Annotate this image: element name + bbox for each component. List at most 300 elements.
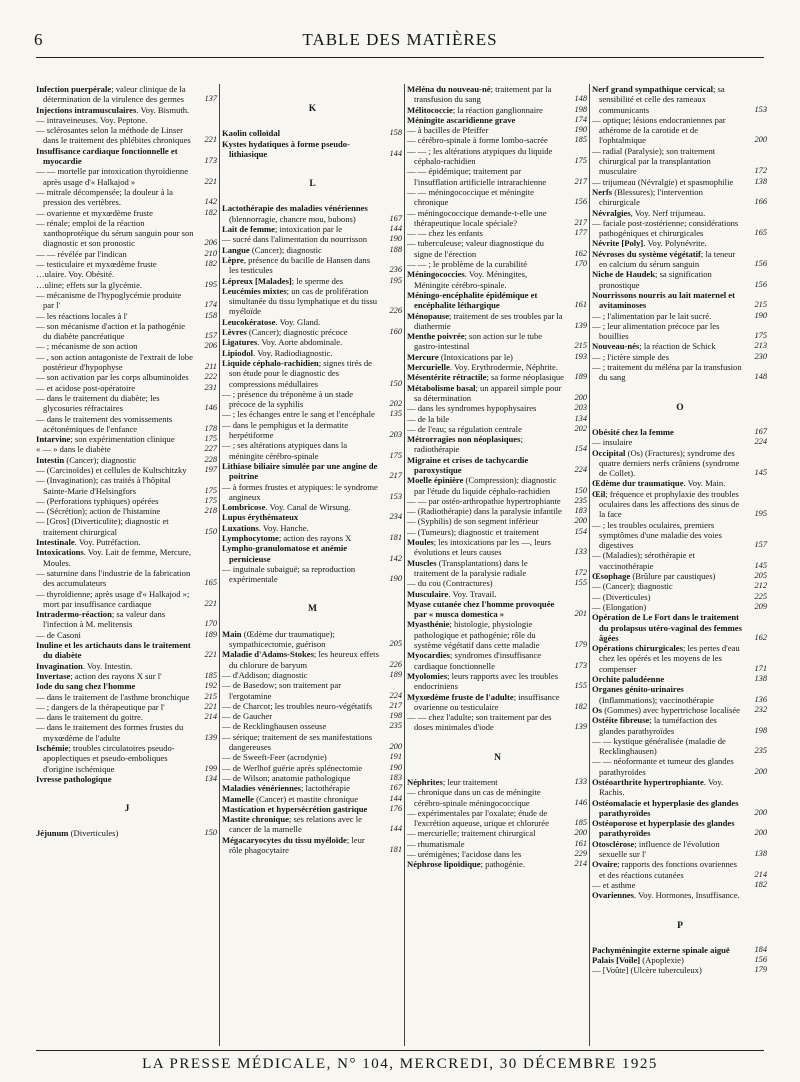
index-entry bbox=[592, 550, 768, 571]
page-reference: 146 bbox=[574, 797, 587, 807]
index-entry bbox=[222, 286, 403, 317]
index-entry bbox=[36, 465, 218, 475]
entry-text: Nouveau-nés; la réaction de Schick bbox=[592, 341, 716, 352]
index-entry bbox=[36, 722, 218, 743]
entry-text: Nourrissons nourris au lait maternel et avitaminoses bbox=[592, 289, 735, 311]
entry-text: Méningo-encéphalite épidémique et encéphalite léthargique bbox=[407, 289, 538, 311]
index-entry bbox=[222, 533, 403, 543]
entry-text: Mésentérite rétractile; sa forme néoplasique bbox=[407, 372, 564, 383]
page-reference: 172 bbox=[574, 567, 587, 577]
entry-text: Nerf grand sympathique cervical; sa sensibilité et celle des rameaux communicants bbox=[592, 84, 725, 115]
entry-text: Lithiase biliaire simulée par une angine de poitrine bbox=[222, 460, 378, 482]
index-entry bbox=[592, 311, 768, 321]
page-reference: 161 bbox=[574, 838, 587, 848]
entry-text: Névralgies, Voy. Nerf trijumeau. bbox=[592, 207, 706, 218]
entry-text: Lèpre, présence du bacille de Hansen dans les testicules bbox=[222, 254, 371, 276]
index-column-1 bbox=[36, 84, 218, 1054]
entry-text: — (Cancer); diagnostic bbox=[592, 581, 673, 592]
entry-text: Kystes hydatiques à forme pseudo-lithiasique bbox=[222, 138, 350, 159]
entry-text: Mélitococcie; la réaction ganglionnaire bbox=[407, 104, 543, 115]
page-reference: 190 bbox=[754, 310, 767, 320]
index-entry bbox=[592, 612, 768, 643]
page-reference: 177 bbox=[574, 228, 587, 238]
page-reference: 185 bbox=[204, 670, 217, 680]
index-entry bbox=[222, 409, 403, 419]
entry-text: — de Casoni bbox=[36, 629, 81, 640]
index-entry bbox=[592, 448, 768, 479]
page-reference: 155 bbox=[574, 681, 587, 691]
index-entry bbox=[36, 115, 218, 125]
entry-text: — intraveineuses. Voy. Peptone. bbox=[36, 114, 148, 125]
entry-text: — ; présence du tréponème à un stade précoce de la syphilis bbox=[222, 388, 354, 410]
index-entry bbox=[592, 839, 768, 860]
index-entry bbox=[36, 475, 218, 496]
entry-text: Intarvine; son expérimentation clinique bbox=[36, 434, 175, 445]
entry-text: Liquide céphalo-rachidien; signes tirés de son étude pour le diagnostic des compressions médullaires bbox=[222, 357, 372, 389]
index-entry bbox=[407, 692, 588, 713]
index-entry bbox=[592, 238, 768, 248]
index-entry bbox=[407, 146, 588, 167]
entry-text: — faciale post-zostérienne; considérations pathogéniques et chirurgicales bbox=[592, 217, 739, 239]
header-rule bbox=[36, 57, 764, 58]
entry-text: Lactothérapie des maladies vénériennes (blennorragie, chancre mou, bubons) bbox=[222, 203, 368, 224]
index-entry bbox=[222, 794, 403, 804]
index-entry bbox=[592, 269, 768, 290]
page-reference: 195 bbox=[389, 275, 402, 285]
page-reference: 175 bbox=[204, 495, 217, 505]
page-reference: 197 bbox=[204, 464, 217, 474]
page-reference: 224 bbox=[754, 437, 767, 447]
index-entry bbox=[592, 321, 768, 342]
entry-text: — du cou (Contractures) bbox=[407, 578, 493, 589]
entry-text: — — ; le problème de la curabilité bbox=[407, 259, 528, 270]
index-entry bbox=[407, 599, 588, 620]
index-entry bbox=[222, 255, 403, 276]
index-entry bbox=[222, 139, 403, 160]
entry-text: Intestinale. Voy. Putréfaction. bbox=[36, 537, 141, 548]
index-entry bbox=[36, 290, 218, 311]
index-entry bbox=[407, 859, 588, 869]
index-entry bbox=[222, 337, 403, 347]
entry-text: Ostéoarthrite hypertrophiante. Voy. Rachis. bbox=[592, 777, 724, 798]
index-entry bbox=[592, 890, 768, 900]
entry-text: — chronique dans un cas de méningite cérébro-spinale méningococcique bbox=[407, 787, 541, 808]
entry-text: Invagination. Voy. Intestin. bbox=[36, 660, 133, 671]
page-reference: 198 bbox=[754, 725, 767, 735]
index-entry bbox=[407, 650, 588, 671]
index-entry bbox=[222, 701, 403, 711]
index-entry bbox=[36, 712, 218, 722]
page-reference: 178 bbox=[204, 423, 217, 433]
page-reference: 221 bbox=[204, 176, 217, 186]
entry-text: Œdème dur traumatique. Voy. Main. bbox=[592, 478, 726, 489]
page-reference: 202 bbox=[574, 423, 587, 433]
index-entry bbox=[222, 752, 403, 762]
page-reference: 156 bbox=[754, 955, 767, 965]
page-reference: 206 bbox=[204, 238, 217, 248]
page-reference: 217 bbox=[389, 471, 402, 481]
index-entry bbox=[36, 661, 218, 671]
section-letter: P bbox=[677, 920, 683, 931]
page-reference: 182 bbox=[204, 259, 217, 269]
page-reference: 221 bbox=[204, 598, 217, 608]
entry-text: — et asthme bbox=[592, 879, 636, 890]
page-reference: 214 bbox=[204, 712, 217, 722]
page-reference: 228 bbox=[204, 454, 217, 464]
page-reference: 198 bbox=[389, 711, 402, 721]
section-letter: J bbox=[124, 804, 130, 815]
entry-text: — mercurielle; traitement chirurgical bbox=[407, 828, 536, 839]
index-entry bbox=[222, 763, 403, 773]
index-entry bbox=[407, 558, 588, 579]
entry-text: — et acidose post-opératoire bbox=[36, 382, 136, 393]
entry-text: Ischémie; troubles circulatoires pseudo-apoplectiques et pseudo-emboliques d'origine ischémique bbox=[36, 743, 175, 774]
page-number: 6 bbox=[34, 30, 43, 49]
page-reference: 182 bbox=[574, 701, 587, 711]
entry-text: Invertase; action des rayons X sur l' bbox=[36, 670, 162, 681]
entry-text: — ; mécanisme de son action bbox=[36, 341, 138, 352]
page-reference: 214 bbox=[754, 869, 767, 879]
entry-text: — rhumatismale bbox=[407, 838, 465, 849]
index-entry bbox=[407, 84, 588, 105]
page-reference: 200 bbox=[574, 828, 587, 838]
entry-text: Orchite paludéenne bbox=[592, 674, 665, 685]
entry-text: — [Gros] (Diverticulite); diagnostic et traitement chirurgical bbox=[36, 516, 169, 537]
page-reference: 184 bbox=[754, 944, 767, 954]
page-reference: 165 bbox=[204, 578, 217, 588]
entry-text: Leucémies mixtes; un cas de prolifération simultanée du tissu lymphatique et du tissu myéloïde bbox=[222, 285, 377, 317]
page-reference: 160 bbox=[389, 327, 402, 337]
entry-text: Myasthénie; histologie, physiologie pathologique et pathogénie; rôle du système végétatif dans cette maladie bbox=[407, 619, 540, 651]
page-reference: 162 bbox=[754, 632, 767, 642]
page-reference: 136 bbox=[754, 694, 767, 704]
index-entry bbox=[592, 705, 768, 715]
page-reference: 229 bbox=[574, 849, 587, 859]
entry-text: — optique; lésions endocraniennes par athérome de la carotide et de l'ophtalmique bbox=[592, 114, 726, 146]
page-reference: 235 bbox=[389, 721, 402, 731]
page-reference: 145 bbox=[754, 560, 767, 570]
entry-text: Ostéoporose et hyperplasie des glandes parathyroïdes bbox=[592, 818, 735, 839]
entry-text: — (Invagination); cas traités à l'hôpital Sainte-Marie d'Helsingfors bbox=[36, 475, 171, 496]
page-reference: 134 bbox=[204, 773, 217, 783]
page-reference: 203 bbox=[389, 430, 402, 440]
index-entry bbox=[222, 327, 403, 337]
entry-text: — de l'eau; sa régulation centrale bbox=[407, 423, 522, 434]
column-divider bbox=[219, 84, 220, 1046]
index-entry bbox=[36, 568, 218, 589]
entry-text: — de Sweeft-Feer (acrodynie) bbox=[222, 752, 327, 763]
entry-text: Mastication et hypersécrétion gastrique bbox=[222, 803, 368, 814]
entry-text: — thyroïdienne; après usage d'« Halkajod »; mort par insuffisance cardiaque bbox=[36, 588, 190, 609]
index-entry bbox=[592, 592, 768, 602]
entry-text: Névrite [Poly]. Voy. Polynévrite. bbox=[592, 238, 707, 249]
footer-rule bbox=[36, 1050, 764, 1051]
page-reference: 138 bbox=[754, 176, 767, 186]
index-entry bbox=[36, 496, 218, 506]
index-entry bbox=[592, 478, 768, 488]
entry-text: Nerfs (Blessures); l'intervention chirurgicale bbox=[592, 186, 703, 208]
index-entry bbox=[407, 135, 588, 145]
page-reference: 165 bbox=[754, 228, 767, 238]
index-entry bbox=[36, 269, 218, 279]
index-entry bbox=[36, 681, 218, 691]
index-entry bbox=[36, 249, 218, 259]
entry-text: — de Werlhof guérie après splénectomie bbox=[222, 762, 363, 773]
section-letter: M bbox=[308, 604, 317, 615]
entry-text: Insuffisance cardiaque fonctionnelle et myocardie bbox=[36, 145, 178, 167]
page-reference: 190 bbox=[389, 234, 402, 244]
index-entry bbox=[407, 787, 588, 808]
section-letter: N bbox=[494, 752, 501, 763]
page-reference: 142 bbox=[204, 197, 217, 207]
index-entry bbox=[407, 105, 588, 115]
page-reference: 174 bbox=[204, 300, 217, 310]
page-reference: 215 bbox=[574, 341, 587, 351]
page-reference: 146 bbox=[204, 403, 217, 413]
page-reference: 144 bbox=[389, 824, 402, 834]
index-entry bbox=[592, 187, 768, 208]
page-reference: 221 bbox=[204, 135, 217, 145]
index-entry bbox=[222, 128, 403, 138]
index-entry bbox=[36, 146, 218, 167]
index-entry bbox=[592, 955, 768, 965]
entry-text: Lipiodol. Voy. Radiodiagnostic. bbox=[222, 347, 333, 358]
page-reference: 202 bbox=[389, 399, 402, 409]
index-entry bbox=[407, 506, 588, 516]
entry-text: Lymphocytome; action des rayons X bbox=[222, 532, 352, 543]
index-entry bbox=[222, 482, 403, 503]
page-reference: 217 bbox=[389, 700, 402, 710]
entry-text: — inguinale subaiguë; sa reproduction expérimentale bbox=[222, 563, 356, 585]
page-reference: 209 bbox=[754, 601, 767, 611]
index-entry bbox=[592, 437, 768, 447]
entry-text: Os (Gommes) avec hypertrichose localisée bbox=[592, 704, 740, 715]
index-entry bbox=[407, 839, 588, 849]
index-entry bbox=[36, 341, 218, 351]
page-reference: 211 bbox=[205, 362, 217, 372]
index-entry bbox=[407, 352, 588, 362]
page-reference: 182 bbox=[754, 879, 767, 889]
entry-text: Mamelle (Cancer) et mastite chronique bbox=[222, 793, 359, 804]
entry-text: — — ; les altérations atypiques du liquide céphalo-rachidien bbox=[407, 145, 553, 167]
entry-text: Myolomies; leurs rapports avec les troubles endocriniens bbox=[407, 670, 559, 692]
entry-text: — dans le traitement de l'asthme bronchique bbox=[36, 691, 190, 702]
index-entry bbox=[407, 849, 588, 859]
page-reference: 157 bbox=[204, 331, 217, 341]
page-reference: 148 bbox=[574, 94, 587, 104]
page-reference: 224 bbox=[574, 464, 587, 474]
entry-text: Ostéomalacie et hyperplasie des glandes parathyroïdes bbox=[592, 797, 739, 818]
entry-text: Langue (Cancer); diagnostic bbox=[222, 244, 322, 255]
entry-text: — de Gaucher bbox=[222, 711, 273, 722]
index-entry bbox=[407, 671, 588, 692]
entry-text: Ligatures. Voy. Aorte abdominale. bbox=[222, 337, 343, 348]
page-reference: 203 bbox=[574, 403, 587, 413]
entry-text: Méningite ascaridienne grave bbox=[407, 114, 516, 125]
page-reference: 153 bbox=[754, 104, 767, 114]
index-entry bbox=[36, 743, 218, 774]
entry-text: — sérique; traitement de ses manifestations dangereuses bbox=[222, 731, 373, 753]
page-reference: 214 bbox=[574, 859, 587, 869]
page-reference: 154 bbox=[574, 526, 587, 536]
index-entry bbox=[222, 670, 403, 680]
index-entry bbox=[222, 814, 403, 835]
page-reference: 158 bbox=[389, 128, 402, 138]
entry-text: Moelle épinière (Compression); diagnostic par l'étude du liquide céphalo-rachidien bbox=[407, 475, 557, 496]
entry-text: — dans le traitement du goitre. bbox=[36, 712, 143, 723]
entry-text: Métrorragies non néoplasiques; radiothérapie bbox=[407, 434, 523, 455]
section-letter: L bbox=[309, 179, 316, 190]
entry-text: Jéjunum (Diverticules) bbox=[36, 828, 119, 839]
page-reference: 217 bbox=[574, 217, 587, 227]
entry-text: Lépreux [Malades]; le sperme des bbox=[222, 275, 344, 286]
entry-text: Néphrose lipoïdique; pathogénie. bbox=[407, 859, 526, 870]
entry-text: — ; les échanges entre le sang et l'encéphale bbox=[222, 409, 375, 420]
index-entry bbox=[407, 537, 588, 558]
index-entry bbox=[36, 187, 218, 208]
entry-text: Muscles (Transplantations) dans le traitement de la paralysie radiale bbox=[407, 557, 528, 578]
index-entry bbox=[222, 680, 403, 701]
index-entry bbox=[407, 527, 588, 537]
index-entry bbox=[222, 348, 403, 358]
index-entry bbox=[222, 317, 403, 327]
entry-text: — (Elongation) bbox=[592, 601, 647, 612]
page-reference: 172 bbox=[754, 166, 767, 176]
page-reference: 189 bbox=[574, 372, 587, 382]
entry-text: — ; l'alimentation par le lait sucré. bbox=[592, 310, 712, 321]
index-entry bbox=[592, 581, 768, 591]
entry-text: …uline; effets sur la glycémie. bbox=[36, 279, 143, 290]
page-reference: 144 bbox=[389, 793, 402, 803]
index-entry bbox=[592, 674, 768, 684]
page-reference: 150 bbox=[204, 828, 217, 838]
page-reference: 135 bbox=[389, 409, 402, 419]
page-reference: 191 bbox=[389, 752, 402, 762]
index-entry bbox=[592, 736, 768, 757]
page-reference: 154 bbox=[574, 444, 587, 454]
index-entry bbox=[222, 420, 403, 441]
index-entry bbox=[592, 756, 768, 777]
entry-text: — trijumeau (Névralgie) et spasmophilie bbox=[592, 176, 734, 187]
page-reference: 215 bbox=[754, 300, 767, 310]
entry-text: Obésité chez la femme bbox=[592, 426, 674, 437]
entry-text: — à bacilles de Pfeiffer bbox=[407, 125, 489, 136]
page-reference: 175 bbox=[389, 450, 402, 460]
page-reference: 138 bbox=[754, 849, 767, 859]
index-entry bbox=[222, 732, 403, 753]
index-entry bbox=[222, 543, 403, 564]
index-entry bbox=[36, 537, 218, 547]
index-entry bbox=[36, 589, 218, 610]
page-reference: 200 bbox=[574, 392, 587, 402]
page-reference: 170 bbox=[204, 619, 217, 629]
index-entry bbox=[222, 203, 403, 224]
page-reference: 145 bbox=[754, 468, 767, 478]
index-entry bbox=[36, 692, 218, 702]
index-entry bbox=[407, 403, 588, 413]
entry-text: — les réactions locales à l' bbox=[36, 310, 128, 321]
page-reference: 175 bbox=[754, 331, 767, 341]
entry-text: — — néoformante et tumeur des glandes parathyroïdes bbox=[592, 756, 734, 777]
entry-text: — ; dangers de la thérapeutique par l' bbox=[36, 701, 165, 712]
page-reference: 144 bbox=[389, 224, 402, 234]
index-entry bbox=[36, 259, 218, 269]
entry-text: — son activation par les corps albuminoïdes bbox=[36, 372, 189, 383]
page-reference: 210 bbox=[204, 248, 217, 258]
index-entry bbox=[592, 777, 768, 798]
page-reference: 206 bbox=[204, 341, 217, 351]
entry-text: Opération de Le Fort dans le traitement du prolapsus utéro-vaginal des femmes âgées bbox=[592, 612, 742, 643]
index-entry bbox=[407, 290, 588, 311]
entry-text: Lympho-granulomatose et anémie pernicieuse bbox=[222, 543, 348, 564]
entry-text: Musculaire. Voy. Travail. bbox=[407, 588, 497, 599]
entry-text: Occipital (Os) (Fractures); syndrome des quatre derniers nerfs crâniens (syndrome de Collet). bbox=[592, 447, 740, 479]
page-reference: 225 bbox=[754, 591, 767, 601]
entry-text: — ; leur alimentation précoce par les bouillies bbox=[592, 320, 720, 342]
entry-text: Mercure (Intoxications par le) bbox=[407, 351, 513, 362]
entry-text: Ivresse pathologique bbox=[36, 773, 112, 784]
page-reference: 189 bbox=[389, 669, 402, 679]
index-column-4 bbox=[592, 84, 768, 1054]
entry-text: Myxœdème fruste de l'adulte; insuffisance ovarienne ou testiculaire bbox=[407, 691, 560, 712]
page-reference: 190 bbox=[389, 574, 402, 584]
index-entry bbox=[222, 276, 403, 286]
entry-text: — — révélée par l'indican bbox=[36, 248, 127, 259]
index-entry bbox=[36, 414, 218, 435]
index-entry bbox=[36, 547, 218, 568]
entry-text: Néphrites; leur traitement bbox=[407, 777, 498, 787]
index-entry bbox=[36, 125, 218, 146]
entry-text: — — kystique généralisée (maladie de Recklinghausen) bbox=[592, 735, 726, 757]
page-reference: 189 bbox=[204, 629, 217, 639]
index-entry bbox=[222, 224, 403, 234]
index-entry bbox=[36, 208, 218, 218]
entry-text: Pachyméningite externe spinale aiguë bbox=[592, 944, 730, 955]
entry-text: Inuline et les artichauts dans le traitement du diabète bbox=[36, 640, 191, 661]
index-entry bbox=[407, 115, 588, 125]
page-reference: 200 bbox=[754, 135, 767, 145]
entry-text: Injections intramusculaires. Voy. Bismuth. bbox=[36, 104, 190, 115]
index-entry bbox=[222, 564, 403, 585]
index-entry bbox=[592, 520, 768, 551]
entry-text: — dans le traitement des vomissements acétonémiques de l'enfance bbox=[36, 413, 173, 434]
index-entry bbox=[407, 578, 588, 588]
entry-text: — urémigènes; l'acidose dans les bbox=[407, 849, 522, 860]
index-entry bbox=[592, 571, 768, 581]
index-entry bbox=[36, 321, 218, 342]
entry-text: Infection puerpérale; valeur clinique de la détermination de la virulence des germes bbox=[36, 84, 186, 105]
index-entry bbox=[592, 684, 768, 705]
page-reference: 176 bbox=[389, 803, 402, 813]
index-entry bbox=[592, 208, 768, 218]
entry-text: Leucokératose. Voy. Gland. bbox=[222, 316, 321, 327]
page-reference: 235 bbox=[574, 495, 587, 505]
entry-text: Lombricose. Voy. Canal de Wirsung. bbox=[222, 502, 351, 513]
page-reference: 183 bbox=[574, 506, 587, 516]
page-reference: 150 bbox=[574, 485, 587, 495]
index-entry bbox=[407, 331, 588, 352]
page-reference: 174 bbox=[574, 114, 587, 124]
page-reference: 155 bbox=[574, 578, 587, 588]
index-entry bbox=[592, 115, 768, 146]
index-entry bbox=[222, 234, 403, 244]
page-reference: 157 bbox=[754, 540, 767, 550]
page-reference: 205 bbox=[754, 571, 767, 581]
page-reference: 235 bbox=[754, 746, 767, 756]
page-reference: 181 bbox=[389, 532, 402, 542]
index-entry bbox=[222, 523, 403, 533]
page-reference: 226 bbox=[389, 306, 402, 316]
